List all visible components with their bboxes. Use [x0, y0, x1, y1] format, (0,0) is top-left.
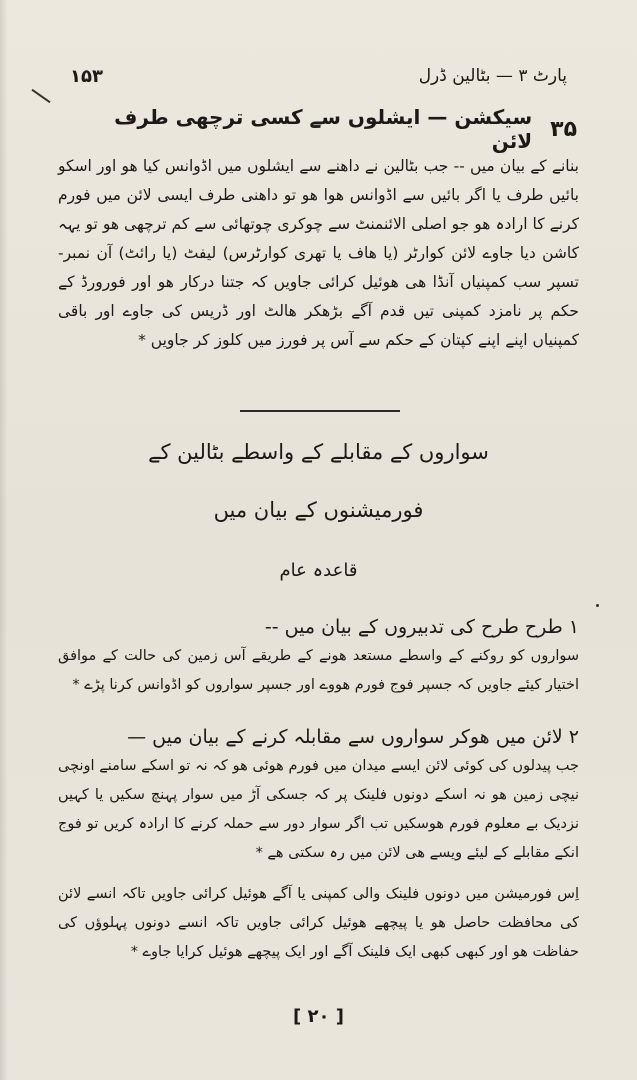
rule-2-body: جب پیدلوں کی کوئی لائن ایسے میدان میں فورم ھوئی ھو کہ نہ تو اسکے سامنے اونچی نیچی زمین ھو نہ اسکے دونوں فلینک پر کہ جسکی آڑ میں سوار پہنچ سکیں یا کہیں نزدیک بے معلوم فورم ھوسکیں تب اگر سوار دور سے حملہ کرنے کا ارادہ کریں تو فوج انکے مقابلے کے لیئے ویسے ھی لائن میں رہ سکتی ھے * — [58, 758, 579, 861]
section-paragraph: بنانے کے بیان میں -- جب بٹالین نے داھنے سے ایشلوں میں اڈوانس کیا ھو اور اسکو بائیں طرف یا اگر بائیں سے اڈوانس ھوا ھو تو داھنی طرف ایسی لائن میں فورم کرنے کا ارادہ ھو جو اصلی الائنمنٹ سے چوکری چوتھائی سے کم ترچھی ھو تو یہہ کاشن دیا جاوے لائن کوارٹر (یا ھاف یا تھری کوارٹرس) لیفٹ (یا رائٹ) آن نمبر- تسپر سب کمپنیاں آنڈا ھی ھوئیل کرائی جاویں کہ جتنا درکار ھو اور فورورڈ کے حکم پر نامزد کمپنی تیں قدم آگے بڑھکر ھالٹ اور ڈریس کی جاوے اور باقی کمپنیاں اپنے اپنے کپتان کے حکم سے آس پر فورز میں کلوز کر جاویں * — [58, 157, 579, 349]
rule-item-1 — [58, 612, 579, 700]
rule-1-body: سواروں کو روکنے کے واسطے مستعد ھونے کے طریقے آس زمین کی حالت کے موافق اختیار کیئے جاویں کہ جسپر فوج فورم ھووے اور جسپر سواروں کو اڈوانس کرنا پڑے * — [58, 648, 579, 693]
section-title — [110, 105, 577, 153]
subheading: قاعدہ عام — [279, 560, 358, 581]
rule-1-heading: ۱ طرح طرح کی تدبیروں کے بیان میں -- — [264, 616, 579, 638]
rule-item-2 — [58, 722, 579, 868]
ink-stroke-mark — [31, 89, 50, 103]
chapter-heading-line1: سواروں کے مقابلے کے واسطے بٹالین کے — [148, 440, 489, 464]
section-divider — [240, 410, 400, 412]
page-number: ۱۵۳ — [70, 65, 103, 87]
section-number: ۳۵ — [550, 116, 577, 142]
binding-shadow — [0, 0, 8, 1080]
folio: [ ۲۰ ] — [293, 1006, 344, 1027]
closing-paragraph: اِس فورمیشن میں دونوں فلینک والی کمپنی یا آگے ھوئیل کرائی جاویں تاکہ انسے لائن کی محافظت حاصل ھو یا پیچھے ھوئیل کرائی جاویں تاکہ انسے دونوں پہلوؤں کی حفاظت ھو اور کبھی کبھی ایک فلینک آگے اور ایک پیچھے ھوئیل کرایا جاوے * — [58, 886, 579, 960]
running-title: پارٹ ۳ — بٹالین ڈرل — [418, 66, 567, 86]
chapter-heading-line2: فورمیشنوں کے بیان میں — [213, 498, 424, 522]
rule-2-heading: ۲ لائن میں ھوکر سواروں سے مقابلہ کرنے کے بیان میں — — [127, 726, 579, 748]
ink-dot-mark — [596, 604, 599, 607]
page-header — [70, 62, 567, 90]
section-title-text: سیکشن — ایشلوں سے کسی ترچھی طرف لائن — [114, 105, 533, 153]
